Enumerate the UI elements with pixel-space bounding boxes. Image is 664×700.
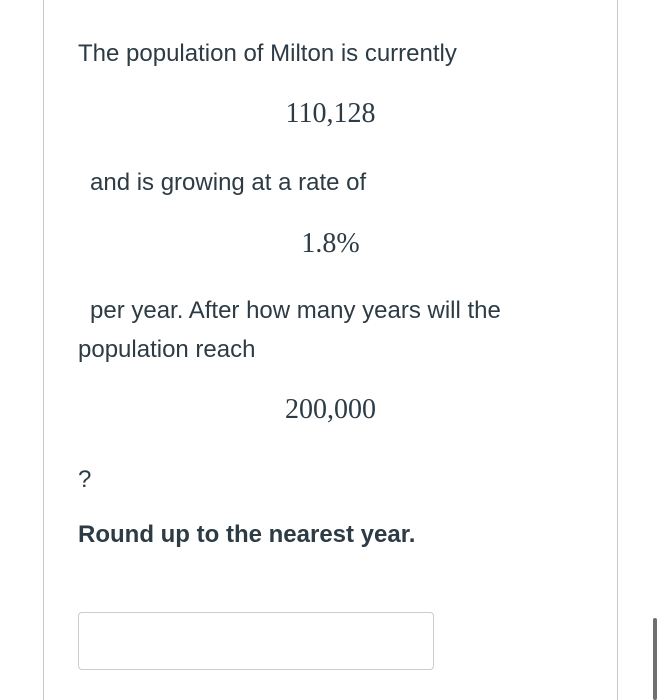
- question-text-line-3: per year. After how many years will the: [90, 297, 501, 324]
- current-population-value: 110,128: [285, 98, 376, 129]
- rounding-instruction: Round up to the nearest year.: [78, 521, 416, 548]
- panel-right-border: [617, 0, 618, 700]
- question-text-line-4: population reach: [78, 336, 256, 363]
- scrollbar-thumb[interactable]: [653, 618, 657, 700]
- growth-rate-value: 1.8%: [301, 228, 360, 259]
- question-text-line-1: The population of Milton is currently: [78, 40, 457, 67]
- answer-input[interactable]: [78, 612, 434, 670]
- target-population-value: 200,000: [285, 394, 376, 425]
- question-mark: ?: [78, 466, 92, 493]
- question-text-line-2: and is growing at a rate of: [90, 169, 367, 196]
